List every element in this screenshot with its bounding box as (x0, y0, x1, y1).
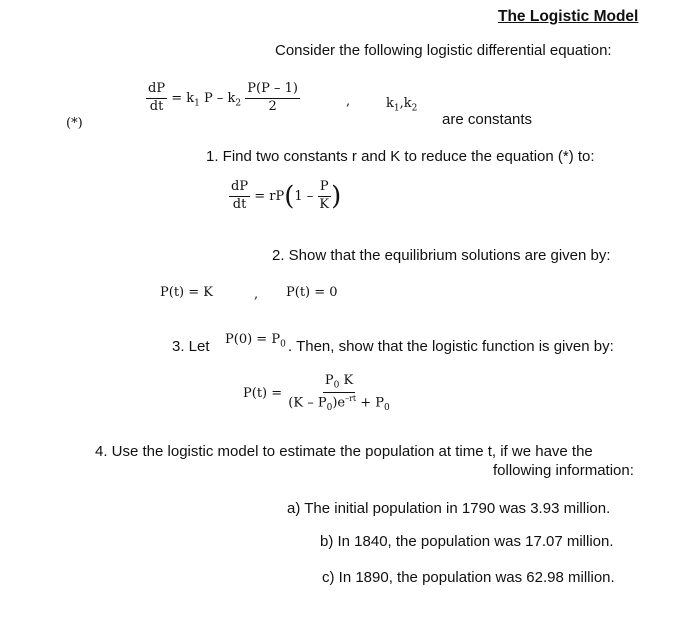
eq-term-mid: P – k (204, 90, 236, 106)
eq-one-minus: 1 – (294, 188, 314, 204)
eq-sub: 2 (411, 103, 418, 114)
logistic-fraction (286, 374, 391, 413)
eq-sub: 0 (326, 402, 333, 413)
left-paren: ( (284, 181, 295, 212)
equation-tag: (*) (66, 116, 83, 131)
frac-numerator (323, 374, 355, 393)
eq-sub: 0 (384, 402, 390, 413)
question-3-lead: 3. Let (172, 338, 210, 355)
eq-comma: , (346, 94, 351, 109)
frac-denominator: 2 (268, 98, 277, 114)
p-over-k-fraction (317, 180, 331, 213)
info-item-a: a) The initial population in 1790 was 3.93 million. (287, 500, 611, 517)
equilibrium-solution-1: P(t) = K (160, 285, 213, 300)
constants-text: are constants (442, 111, 533, 128)
eq-sub: 0 (333, 380, 340, 391)
right-paren: ) (331, 181, 342, 212)
eq-rhs: = rP (254, 188, 285, 204)
frac-numerator: P(P – 1) (245, 82, 300, 99)
frac-denominator: dt (232, 196, 247, 212)
frac-numerator: dP (229, 180, 250, 197)
intro-text: Consider the following logistic differential equation: (275, 42, 612, 59)
eq-sup: –rt (345, 393, 357, 403)
eq-sub: 2 (235, 98, 242, 109)
den-part: )e (332, 395, 346, 411)
equilibrium-solution-2: P(t) = 0 (286, 285, 338, 300)
question-4-line-2: following information: (493, 462, 634, 479)
frac-numerator: dP (146, 82, 167, 99)
function-lhs: P(t) = (243, 386, 283, 402)
const-k: ,k (399, 96, 412, 111)
den-part: + P (356, 395, 385, 411)
initial-condition (225, 332, 286, 350)
question-2: 2. Show that the equilibrium solutions are given by: (272, 247, 611, 264)
const-k: k (386, 96, 394, 111)
question-4-line-1: 4. Use the logistic model to estimate the population at time t, if we have the (95, 443, 593, 460)
question-1: 1. Find two constants r and K to reduce the equation (*) to: (206, 148, 595, 165)
eq-sub: 1 (194, 98, 200, 109)
eq-sub: 1 (393, 103, 400, 114)
question-3-text: . Then, show that the logistic function is given by: (288, 338, 614, 355)
dp-dt-fraction (146, 82, 167, 115)
logistic-function (243, 374, 392, 413)
frac-denominator: K (319, 196, 330, 212)
condition-text: P(0) = P (225, 332, 281, 347)
frac-numerator: P (318, 180, 331, 197)
reduced-equation (229, 180, 341, 213)
solution-separator: , (254, 287, 259, 302)
frac-denominator: dt (149, 98, 164, 114)
constants-symbols (386, 96, 417, 114)
num-p: P (324, 373, 334, 388)
den-part: (K – P (288, 395, 327, 411)
frac-denominator (286, 393, 391, 413)
eq-sub: 0 (280, 339, 286, 350)
dp-dt-fraction (229, 180, 250, 213)
info-item-c: c) In 1890, the population was 62.98 million. (322, 569, 615, 586)
eq-term-k1: = k (171, 90, 195, 106)
num-k: K (339, 373, 354, 388)
info-item-b: b) In 1840, the population was 17.07 million. (320, 533, 614, 550)
pp1-fraction (245, 82, 300, 115)
page-title: The Logistic Model (498, 8, 639, 25)
logistic-equation (146, 82, 300, 115)
